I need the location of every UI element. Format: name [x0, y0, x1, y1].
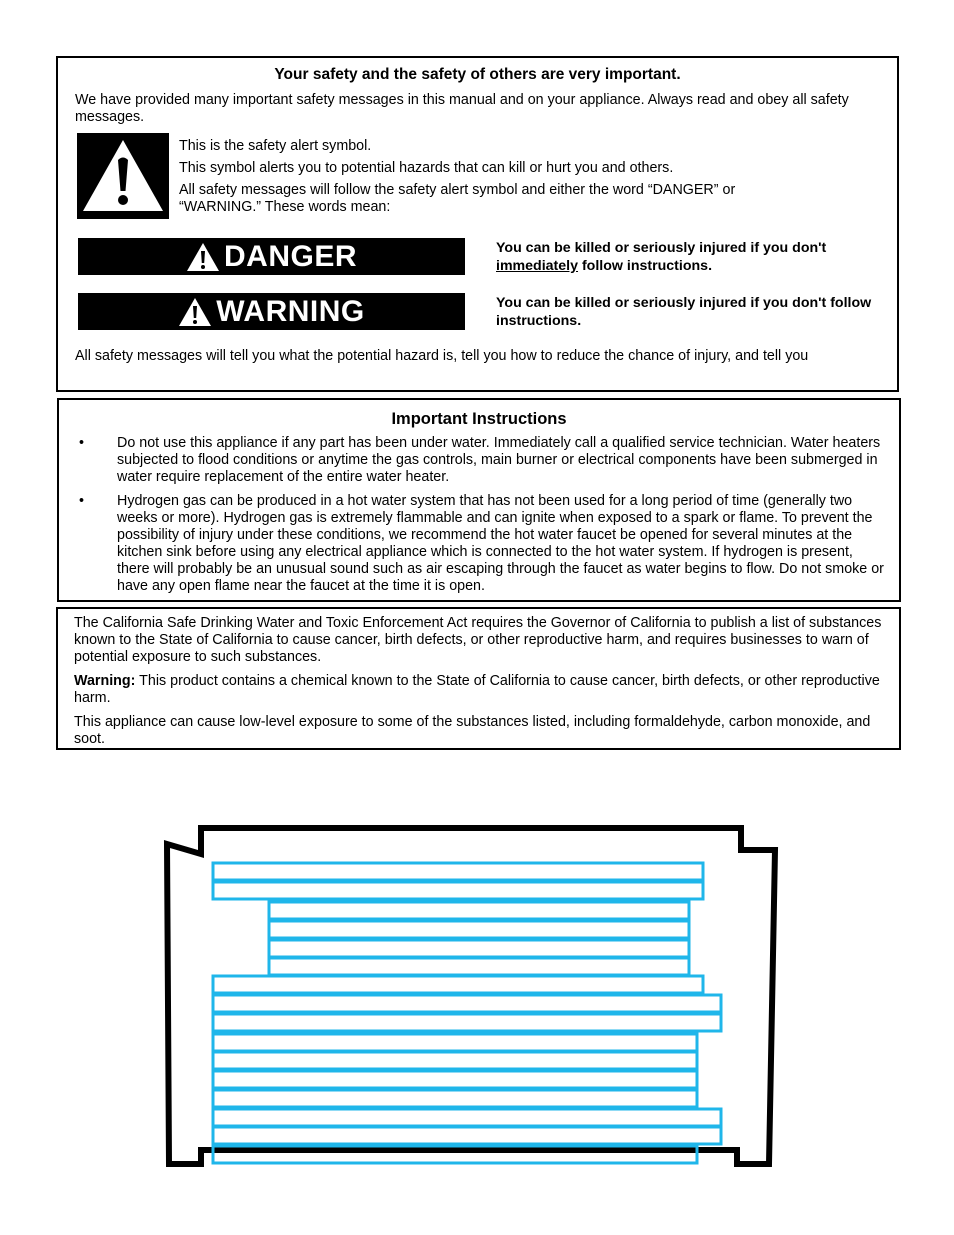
safety-alert-icon: [77, 133, 169, 219]
safety-footer: All safety messages will tell you what the potential hazard is, tell you how to reduce the chance of injury, and tell you: [75, 348, 809, 364]
warning-banner: [78, 293, 465, 330]
warning-label: WARNING: [216, 294, 365, 328]
california-warning: Warning: This product contains a chemical known to the State of California to cause cancer, birth defects, or other reproductive harm.: [74, 673, 880, 706]
alert-line-3: All safety messages will follow the safety alert symbol and either the word “DANGER” or “WARNING.” These words mean:: [179, 182, 736, 215]
danger-banner: [78, 238, 465, 275]
instructions-title: Important Instructions: [391, 410, 567, 428]
label-frame-graphic: [163, 824, 781, 1169]
alert-line-1: This is the safety alert symbol.: [179, 138, 372, 154]
california-box: [56, 607, 901, 750]
instructions-box: [57, 398, 901, 602]
safety-box: [56, 56, 899, 392]
california-warning-label: Warning:: [74, 673, 136, 689]
instruction-item-2: Hydrogen gas can be produced in a hot water system that has not been used for a long period of time (generally two weeks or more). Hydrogen gas is extremely flammable and can ignite when exposed to a spark or flame. To prevent the possibility of injury under these conditions, we recommend the hot water faucet be opened for several minutes at the kitchen sink before using any electrical appliance which is connected to the hot water system. If hydrogen is present, there will probably be an unusual sound such as air escaping through the faucet as water begins to flow. Do not smoke or have any open flame near the faucet at the time it is open.: [117, 493, 884, 594]
alert-line-2: This symbol alerts you to potential hazards that can kill or hurt you and others.: [179, 160, 674, 176]
danger-label: DANGER: [223, 239, 357, 273]
safety-intro: We have provided many important safety messages in this manual and on your appliance. Always read and obey all safety messages.: [75, 92, 849, 125]
bullet-marker: •: [79, 435, 85, 451]
warning-description: You can be killed or seriously injured if you don't follow instructions.: [496, 295, 872, 329]
safety-title: Your safety and the safety of others are very important.: [274, 66, 681, 83]
california-exposure: This appliance can cause low-level exposure to some of the substances listed, including formaldehyde, carbon monoxide, and soot.: [74, 714, 871, 747]
instruction-item-1: Do not use this appliance if any part has been under water. Immediately call a qualified service technician. Water heaters subjected to flood conditions or anytime the gas controls, main burner or electrical components have been submerged in water require replacement of the entire water heater.: [117, 435, 881, 485]
california-paragraph: The California Safe Drinking Water and Toxic Enforcement Act requires the Governor of California to publish a list of substances known to the State of California to cause cancer, birth defects, or other reproductive harm, and requires businesses to warn of potential exposure to such substances.: [74, 615, 882, 665]
danger-description: You can be killed or seriously injured if you don't immediately follow instructions.: [496, 240, 827, 274]
warning-triangle-icon: [186, 242, 220, 272]
warning-triangle-icon: [178, 297, 212, 327]
bullet-marker: •: [79, 493, 85, 509]
